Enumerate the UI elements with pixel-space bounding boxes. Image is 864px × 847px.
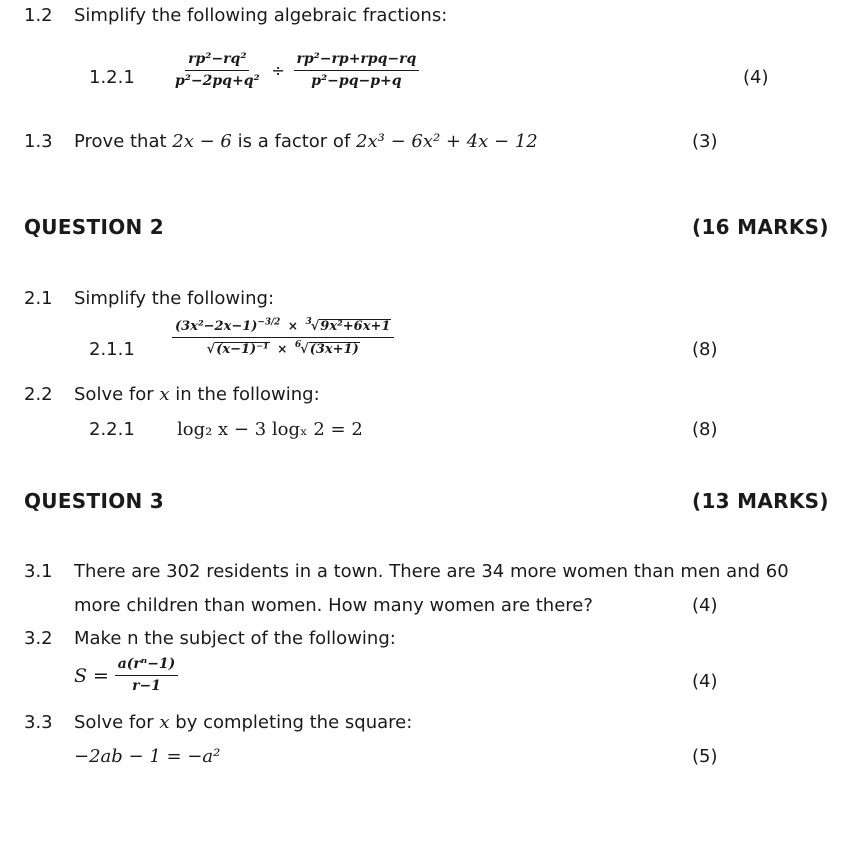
fraction-2-denominator: p²−pq−p+q <box>311 73 402 90</box>
question-text-line-2: more children than women. How many women are there? <box>74 595 593 616</box>
numerator-base: (3x²−2x−1) <box>175 319 258 334</box>
times-operator: × <box>277 342 288 357</box>
subquestion-number: 2.1.1 <box>89 339 135 360</box>
question-text <box>74 384 320 405</box>
text-prove-that: Prove that <box>74 131 167 152</box>
subquestion-number: 2.2.1 <box>89 419 135 440</box>
fraction-1-denominator: p²−2pq+q² <box>175 73 260 90</box>
text-solve-for: Solve for <box>74 712 154 733</box>
numerator-radicand: 9x²+6x+1 <box>320 319 391 334</box>
question-number: 3.2 <box>24 628 53 649</box>
text-by-completing-the-square: by completing the square: <box>175 712 413 733</box>
question-heading: QUESTION 2 <box>24 215 165 239</box>
marks-label: (8) <box>692 339 718 360</box>
surd-fraction-expression <box>172 318 394 358</box>
question-total-marks: (16 MARKS) <box>692 215 829 239</box>
question-text-line-1: There are 302 residents in a town. There are 34 more women than men and 60 <box>74 561 789 582</box>
times-operator: × <box>287 318 298 333</box>
question-number: 3.1 <box>24 561 53 582</box>
variable-x: x <box>159 712 170 733</box>
quadratic-equation: −2ab − 1 = −a² <box>74 746 221 767</box>
marks-label: (4) <box>692 595 718 616</box>
question-text: Simplify the following algebraic fractions: <box>74 5 448 26</box>
numerator-exponent: −3/2 <box>257 317 281 328</box>
text-is-a-factor-of: is a factor of <box>237 131 351 152</box>
denominator-radicand-2: (3x+1) <box>309 342 359 358</box>
question-number: 2.2 <box>24 384 53 405</box>
question-total-marks: (13 MARKS) <box>692 489 829 513</box>
question-number: 2.1 <box>24 288 53 309</box>
expression-polynomial: 2x³ − 6x² + 4x − 12 <box>356 131 538 152</box>
expression-factor: 2x − 6 <box>172 131 232 152</box>
question-heading: QUESTION 3 <box>24 489 165 513</box>
marks-label: (4) <box>743 67 769 88</box>
fraction-1 <box>172 52 263 90</box>
log-equation: log₂ x − 3 logₓ 2 = 2 <box>177 419 363 440</box>
question-number: 1.2 <box>24 5 53 26</box>
fraction-1-numerator: rp²−rq² <box>185 52 249 71</box>
variable-x: x <box>159 384 170 405</box>
text-in-the-following: in the following: <box>175 384 320 405</box>
question-text: Make n the subject of the following: <box>74 628 396 649</box>
formula-numerator: a(rⁿ−1) <box>115 657 179 676</box>
fraction-2 <box>294 52 420 90</box>
surd-fraction-denominator: √(x−1)⁻¹ × $^6$√(3x+1) <box>206 340 359 358</box>
question-number: 3.3 <box>24 712 53 733</box>
question-text <box>74 712 412 733</box>
formula-expression <box>74 657 178 695</box>
sixth-root-index: 6 <box>294 340 302 351</box>
surd-fraction-numerator: $(3x^2-2x-1)^{-3/2} \times ^3√9x^2+6x+1$ <box>172 318 394 338</box>
fraction-2-numerator: rp²−rp+rpq−rq <box>294 52 420 71</box>
divide-operator: ÷ <box>271 61 285 81</box>
marks-label: (3) <box>692 131 718 152</box>
marks-label: (5) <box>692 746 718 767</box>
marks-label: (8) <box>692 419 718 440</box>
cube-root-index: 3 <box>305 317 312 327</box>
formula-fraction <box>115 657 179 695</box>
question-number: 1.3 <box>24 131 53 152</box>
formula-lhs: S = <box>74 664 109 687</box>
formula-denominator: r−1 <box>132 678 161 695</box>
subquestion-number: 1.2.1 <box>89 67 135 88</box>
question-text <box>74 131 538 152</box>
question-text: Simplify the following: <box>74 288 275 309</box>
denominator-radicand: (x−1)⁻¹ <box>216 342 269 358</box>
marks-label: (4) <box>692 671 718 692</box>
algebraic-fraction-expression <box>172 52 419 90</box>
text-solve-for: Solve for <box>74 384 154 405</box>
